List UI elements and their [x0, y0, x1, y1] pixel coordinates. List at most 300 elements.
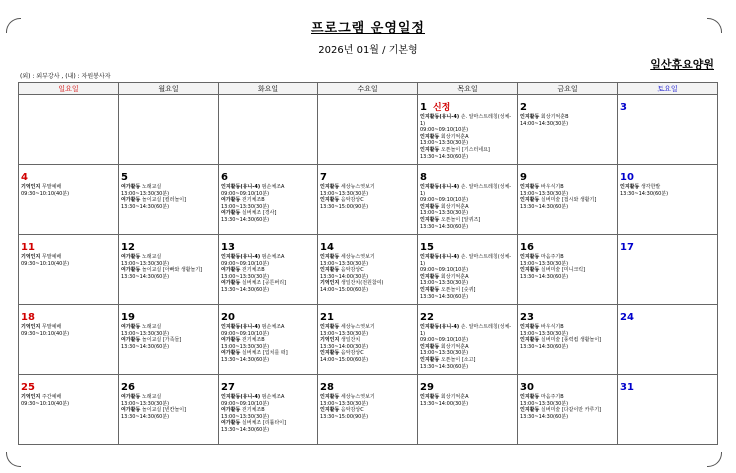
program-list [21, 184, 116, 197]
program-entry [21, 184, 116, 191]
program-name: 음악감상C [340, 407, 364, 414]
day-number: 18 [21, 312, 35, 323]
weekday-tuesday: 화요일 [219, 83, 318, 95]
calendar-day-cell [418, 95, 518, 165]
calendar-day-cell [618, 235, 718, 305]
program-time: 13:30~14:30(60분) [520, 343, 569, 350]
program-category: 기억인지 [21, 184, 41, 190]
facility-name: 일산휴요양원 [650, 58, 714, 71]
program-entry [520, 337, 615, 344]
program-time: 13:30~14:30(60분) [520, 273, 569, 280]
calendar-day-cell [418, 235, 518, 305]
program-entry [21, 394, 116, 401]
program-entry [420, 364, 515, 371]
day-number: 30 [520, 382, 534, 393]
program-category: 인지활동 [320, 254, 340, 260]
program-list [21, 254, 116, 267]
program-name: 걷기체조B [241, 407, 265, 414]
program-name: 노래교실 [141, 254, 162, 260]
program-category: 여가활동 [121, 254, 141, 260]
program-time: 13:00~13:30(30분) [420, 280, 469, 287]
program-list [420, 254, 515, 300]
program-entry [420, 224, 515, 231]
program-category: 인지활동 [420, 343, 440, 350]
program-name: 노래교실 [141, 184, 162, 190]
program-list [520, 254, 615, 280]
day-number: 15 [420, 242, 434, 253]
program-category: 여가활동 [121, 407, 141, 414]
calendar-day-cell [318, 165, 418, 235]
program-time: 09:30~10:10(40분) [21, 330, 70, 337]
program-entry [320, 357, 415, 364]
program-entry [420, 140, 515, 147]
program-list [520, 394, 615, 420]
day-number: 27 [221, 382, 235, 393]
program-category: 인지활동 [520, 197, 540, 204]
program-entry [121, 344, 216, 351]
day-number: 24 [620, 312, 634, 323]
program-time: 13:30~14:30(60분) [221, 216, 270, 223]
program-entry [520, 121, 615, 128]
legend-note: (외) : 외부강사 , (내) : 자원봉사자 [20, 73, 111, 80]
calendar-day-cell [19, 305, 119, 375]
day-number: 11 [21, 242, 35, 253]
program-time: 13:00~13:30(30분) [221, 273, 270, 280]
program-time: 13:00~13:30(30분) [121, 400, 170, 407]
program-entry [320, 254, 415, 261]
program-entry [420, 217, 515, 224]
day-number: 13 [221, 242, 235, 253]
program-entry [520, 344, 615, 351]
program-category: 인지활동 [520, 324, 540, 330]
program-category: 기억인지 [320, 337, 340, 344]
program-time: 13:30~15:00(90분) [320, 413, 369, 420]
calendar-day-cell [618, 165, 718, 235]
program-entry [221, 357, 315, 364]
program-list [520, 114, 615, 127]
program-entry [221, 267, 315, 274]
program-category: 인지활동(유니-4) [420, 184, 460, 190]
program-entry [320, 414, 415, 421]
weekday-wednesday: 수요일 [318, 83, 418, 95]
program-category: 인지활동 [420, 133, 440, 140]
program-name: 음악감상C [340, 267, 364, 274]
program-category: 인지활동 [320, 184, 340, 190]
program-name: 걷기체조B [241, 197, 265, 204]
day-number: 16 [520, 242, 534, 253]
program-time: 09:30~10:10(40분) [21, 190, 70, 197]
day-number: 22 [420, 312, 434, 323]
day-number: 12 [121, 242, 135, 253]
program-entry [420, 127, 515, 134]
program-time: 13:30~14:30(60분) [221, 426, 270, 433]
calendar-day-cell [418, 375, 518, 445]
program-entry [221, 407, 315, 414]
program-time: 13:00~13:30(30분) [420, 350, 469, 357]
program-time: 09:00~09:10(10분) [221, 260, 270, 267]
program-list [221, 394, 315, 434]
program-name: 무말예배 [41, 184, 62, 190]
program-list [420, 394, 515, 407]
program-category: 인지활동 [320, 407, 340, 414]
program-name: 놀이교실 [빈칸놀이] [141, 407, 187, 414]
program-list [320, 184, 415, 210]
day-number: 14 [320, 242, 334, 253]
calendar-day-cell [219, 165, 318, 235]
page-subtitle: 2026년 01월 / 기본형 [318, 45, 418, 56]
program-category: 여가활동 [121, 324, 141, 330]
program-name: 무말예배 [41, 254, 62, 260]
program-name: 실버체조 [리튬타이] [241, 420, 287, 427]
program-category: 여가활동 [221, 407, 241, 414]
program-category: 인지활동 [420, 273, 440, 280]
program-entry [221, 420, 315, 427]
program-list [21, 394, 116, 407]
program-category: 인지활동(유니-4) [221, 324, 261, 330]
day-number: 29 [420, 382, 434, 393]
program-list [121, 254, 216, 280]
program-entry [320, 324, 415, 331]
program-time: 09:30~10:10(40분) [21, 260, 70, 267]
program-entry [320, 407, 415, 414]
program-entry [320, 337, 415, 344]
program-category: 인지활동 [520, 267, 540, 274]
calendar-week-row [19, 305, 718, 375]
program-name: 펌손체조A [261, 184, 285, 190]
day-number: 4 [21, 172, 28, 183]
program-time: 13:00~13:30(30분) [221, 413, 270, 420]
program-entry [320, 197, 415, 204]
weekday-sunday: 일요일 [19, 83, 119, 95]
program-category: 기억인지 [21, 324, 41, 330]
program-entry [520, 267, 615, 274]
program-name: 실버미술 [다같이만 카루기] [540, 407, 602, 414]
program-entry [21, 331, 116, 338]
program-list [520, 184, 615, 210]
program-category: 여가활동 [221, 197, 241, 204]
calendar-day-cell [518, 95, 618, 165]
calendar-day-cell [19, 235, 119, 305]
program-time: 09:00~09:10(10분) [420, 197, 469, 204]
weekday-saturday: 토요일 [618, 83, 718, 95]
program-name: 걷기체조B [241, 267, 265, 274]
program-entry [320, 267, 415, 274]
program-entry [520, 414, 615, 421]
day-number: 28 [320, 382, 334, 393]
day-number: 9 [520, 172, 527, 183]
day-number: 1 [420, 102, 427, 113]
day-number: 19 [121, 312, 135, 323]
program-time: 13:30~14:30(60분) [121, 203, 170, 210]
program-entry [121, 324, 216, 331]
program-name: 실버미술 [접시와 생활기] [540, 197, 597, 204]
calendar-day-cell [119, 305, 219, 375]
program-entry [121, 267, 216, 274]
program-time: 13:30~14:30(60분) [121, 273, 170, 280]
program-category: 인지활동 [320, 324, 340, 330]
calendar-week-row [19, 165, 718, 235]
program-name: 노래교실 [141, 324, 162, 330]
program-category: 인지활동(유니-4) [221, 394, 261, 400]
program-name: 실버미술 [미니크릭] [540, 267, 586, 274]
program-name: 세상뉴스엿보기 [340, 394, 375, 400]
program-list [320, 254, 415, 294]
program-category: 인지활동 [520, 184, 540, 190]
program-name: 실버체조 [업치를 떠] [241, 350, 288, 357]
program-name: 회상기억훈A [440, 343, 469, 350]
program-time: 13:30~14:30(60분) [420, 363, 469, 370]
day-number: 6 [221, 172, 228, 183]
program-name: 오픈놀이 [숫퀴] [440, 286, 476, 293]
program-entry [420, 401, 515, 408]
program-list [420, 324, 515, 370]
program-category: 여가활동 [121, 197, 141, 204]
program-name: 세상뉴스엿보기 [340, 324, 375, 330]
program-time: 13:30~14:30(60분) [420, 153, 469, 160]
day-number: 10 [620, 172, 634, 183]
day-number: 7 [320, 172, 327, 183]
program-entry [520, 274, 615, 281]
program-entry [221, 210, 315, 217]
program-entry [221, 217, 315, 224]
program-time: 09:00~09:10(10분) [221, 190, 270, 197]
weekday-thursday: 목요일 [418, 83, 518, 95]
program-entry [520, 204, 615, 211]
program-time: 13:00~13:30(30분) [420, 210, 469, 217]
program-category: 인지활동 [520, 394, 540, 400]
program-name: 펌손체조A [261, 324, 285, 330]
program-time: 13:30~14:30(60분) [221, 286, 270, 293]
calendar-day-cell [219, 305, 318, 375]
program-time: 13:00~13:30(30분) [221, 343, 270, 350]
program-name: 회상기억훈A [440, 273, 469, 280]
program-entry [121, 407, 216, 414]
calendar-day-cell [318, 375, 418, 445]
program-time: 13:30~14:30(60분) [420, 293, 469, 300]
day-number: 5 [121, 172, 128, 183]
calendar-week-row [19, 235, 718, 305]
program-time: 13:30~14:30(60분) [420, 223, 469, 230]
day-number: 25 [21, 382, 35, 393]
program-category: 여가활동 [221, 210, 241, 217]
calendar-day-cell [19, 95, 119, 165]
program-category: 인지활동 [420, 216, 440, 223]
program-name: 마음주기B [540, 254, 564, 260]
calendar-day-cell [618, 95, 718, 165]
program-category: 여가활동 [121, 184, 141, 190]
program-entry [221, 287, 315, 294]
program-list [121, 184, 216, 210]
program-list [620, 184, 715, 197]
calendar-week-row [19, 95, 718, 165]
program-entry [221, 254, 315, 261]
program-time: 13:30~14:00(30분) [320, 343, 369, 350]
program-name: 노래교실 [141, 394, 162, 400]
program-list [221, 324, 315, 364]
program-time: 13:00~13:30(30분) [320, 190, 369, 197]
program-list [221, 254, 315, 294]
program-name: 마음주기B [540, 394, 564, 400]
program-category: 여가활동 [121, 394, 141, 400]
program-entry [121, 274, 216, 281]
program-time: 13:00~13:30(30분) [121, 330, 170, 337]
program-entry [121, 204, 216, 211]
program-name: 회상기억훈A [440, 203, 469, 210]
program-name: 바우식기B [540, 324, 564, 330]
program-time: 13:30~15:00(90분) [320, 203, 369, 210]
program-name: 오픈놀이 [알퀴즈] [440, 216, 481, 223]
program-name: 주간예배 [41, 394, 62, 400]
program-time: 13:30~14:30(60분) [620, 190, 669, 197]
program-time: 09:00~09:10(10분) [420, 337, 469, 344]
program-list [420, 114, 515, 160]
program-list [520, 324, 615, 350]
program-entry [420, 114, 515, 127]
calendar-day-cell [219, 95, 318, 165]
program-list [320, 394, 415, 420]
calendar-day-cell [618, 305, 718, 375]
program-category: 기억인지 [21, 394, 41, 400]
program-time: 13:30~14:30(60분) [221, 356, 270, 363]
program-name: 손. 알마스트레칭(성체-1) [420, 324, 512, 337]
calendar-day-cell [518, 165, 618, 235]
calendar-day-cell [518, 375, 618, 445]
program-category: 여가활동 [221, 420, 241, 427]
program-entry [121, 254, 216, 261]
program-entry [420, 357, 515, 364]
day-number: 2 [520, 102, 527, 113]
program-entry [520, 114, 615, 121]
program-entry [520, 184, 615, 191]
calendar-day-cell [418, 165, 518, 235]
day-number: 21 [320, 312, 334, 323]
program-time: 13:00~13:30(30분) [121, 260, 170, 267]
program-entry [520, 197, 615, 204]
program-entry [420, 324, 515, 337]
program-time: 13:30~14:30(60분) [520, 203, 569, 210]
program-name: 실버체조 [경사] [241, 210, 277, 217]
program-entry [21, 191, 116, 198]
program-entry [221, 280, 315, 287]
program-entry [320, 280, 415, 287]
program-category: 인지활동 [320, 267, 340, 274]
program-category: 기억인지 [320, 280, 340, 287]
program-entry [221, 350, 315, 357]
program-entry [520, 394, 615, 401]
calendar-day-cell [318, 305, 418, 375]
program-category: 인지활동 [420, 146, 440, 153]
program-time: 09:00~09:10(10분) [221, 330, 270, 337]
program-name: 손. 알마스트레칭(성체-1) [420, 254, 512, 267]
program-category: 인지활동 [520, 114, 540, 120]
program-entry [121, 337, 216, 344]
day-number: 17 [620, 242, 634, 253]
program-entry [121, 197, 216, 204]
program-list [121, 394, 216, 420]
program-entry [520, 407, 615, 414]
program-category: 여가활동 [221, 280, 241, 287]
program-entry [420, 394, 515, 401]
program-list [121, 324, 216, 350]
calendar-day-cell [119, 95, 219, 165]
program-time: 13:00~13:30(30분) [121, 190, 170, 197]
program-name: 생일잔치 [340, 337, 361, 344]
program-name: 음악감상C [340, 350, 364, 357]
program-category: 인지활동 [420, 286, 440, 293]
program-name: 오픈놀이 [기스터네요] [440, 146, 490, 153]
program-category: 기억인지 [21, 254, 41, 260]
calendar-day-cell [19, 375, 119, 445]
program-time: 13:30~14:00(30분) [320, 273, 369, 280]
calendar-day-cell [119, 165, 219, 235]
program-name: 회상기억훈A [440, 394, 469, 400]
program-category: 여가활동 [221, 267, 241, 274]
calendar-week-row [19, 375, 718, 445]
program-name: 바우식기B [540, 184, 564, 190]
program-name: 놀이교실 [컬러놀이] [141, 197, 187, 204]
program-entry [221, 394, 315, 401]
program-category: 인지활동 [520, 337, 540, 344]
program-time: 14:00~15:00(60분) [320, 286, 369, 293]
program-category: 인지활동(유니-4) [420, 114, 460, 120]
program-entry [221, 184, 315, 191]
program-entry [420, 337, 515, 344]
program-entry [221, 337, 315, 344]
program-name: 세상뉴스엿보기 [340, 184, 375, 190]
program-category: 인지활동 [520, 254, 540, 260]
program-entry [520, 324, 615, 331]
calendar-day-cell [418, 305, 518, 375]
program-time: 09:00~09:10(10분) [420, 267, 469, 274]
program-category: 인지활동 [320, 197, 340, 204]
program-category: 인지활동(유니-4) [221, 184, 261, 190]
calendar-day-cell [219, 375, 318, 445]
program-entry [420, 184, 515, 197]
program-time: 13:00~13:30(30분) [320, 330, 369, 337]
calendar-day-cell [119, 375, 219, 445]
program-entry [420, 267, 515, 274]
program-name: 펌손체조A [261, 254, 285, 260]
program-entry [320, 184, 415, 191]
corner-mark-bottom-left [6, 452, 21, 467]
program-name: 놀이교실 [아빠와 생활놀기] [141, 267, 203, 274]
program-name: 회상기억훈A [440, 133, 469, 140]
program-time: 13:00~13:30(30분) [520, 260, 569, 267]
program-category: 여가활동 [121, 337, 141, 344]
program-category: 인지활동 [420, 203, 440, 210]
day-number: 31 [620, 382, 634, 393]
program-time: 13:30~14:30(60분) [121, 343, 170, 350]
program-category: 여가활동 [221, 337, 241, 344]
program-name: 펌손체조A [261, 394, 285, 400]
program-name: 세상뉴스엿보기 [340, 254, 375, 260]
day-number: 3 [620, 102, 627, 113]
program-time: 13:30~14:30(60분) [520, 413, 569, 420]
program-name: 무말예배 [41, 324, 62, 330]
program-entry [21, 254, 116, 261]
program-entry [420, 254, 515, 267]
program-entry [520, 254, 615, 261]
day-number: 23 [520, 312, 534, 323]
program-category: 여가활동 [221, 350, 241, 357]
program-name: 실버미술 [풍력컵 생활놀이] [540, 337, 602, 344]
weekday-friday: 금요일 [518, 83, 618, 95]
program-name: 손. 알마스트레칭(성체-1) [420, 184, 512, 197]
corner-mark-bottom-right [707, 452, 722, 467]
program-category: 인지활동 [320, 350, 340, 357]
program-list [420, 184, 515, 230]
program-time: 09:00~09:10(10분) [420, 127, 469, 134]
